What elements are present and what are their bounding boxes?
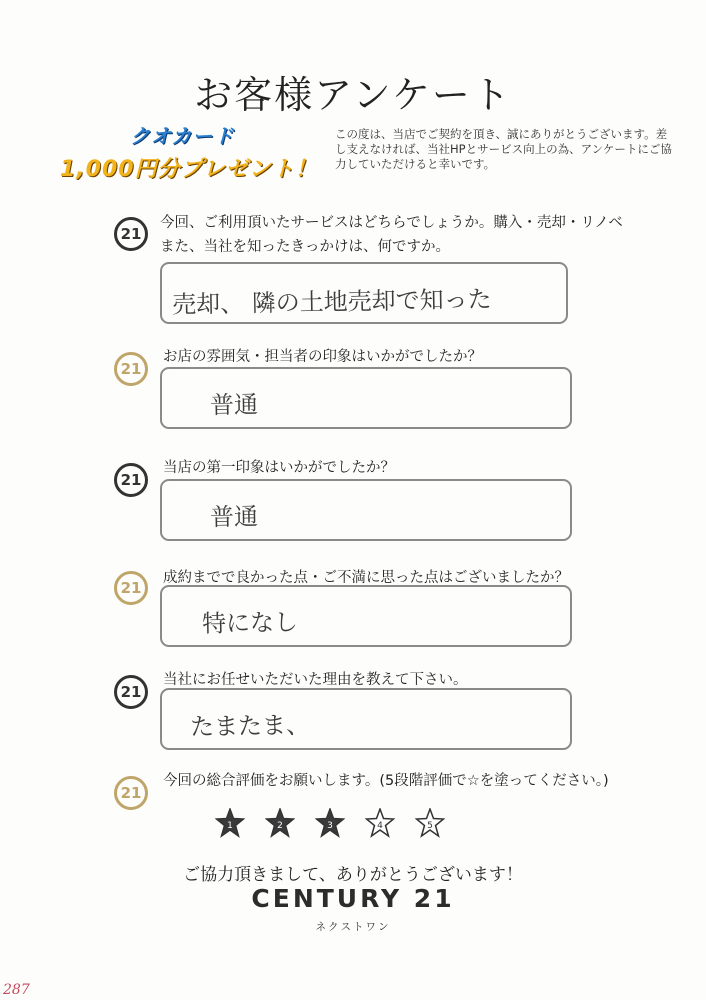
century21-badge-icon: 21 bbox=[114, 463, 148, 497]
answer-3-text: 普通 bbox=[209, 502, 259, 532]
star-3-label: 3 bbox=[327, 821, 333, 831]
intro-text: この度は、当店でご契約を頂き、誠にありがとうございます。差し支えなければ、当社HPとサービス向上の為、アンケートにご協力していただけると幸いです。 bbox=[335, 127, 672, 171]
question-5-text: 当社にお任せいただいた理由を教えて下さい。 bbox=[163, 672, 468, 688]
answer-1-text: 売却、 隣の土地売却で知った bbox=[171, 285, 492, 319]
question-6-text: 今回の総合評価をお願いします。(5段階評価で☆を塗ってください。) bbox=[163, 773, 609, 789]
star-4-icon[interactable] bbox=[365, 808, 395, 838]
question-4-text: 成約までで良かった点・ご不満に思った点はございましたか？ bbox=[163, 570, 569, 586]
page-title: お客様アンケート bbox=[194, 73, 512, 117]
star-2-icon[interactable] bbox=[265, 808, 295, 838]
answer-4-text: 特になし bbox=[201, 608, 299, 638]
question-1-text: 今回、ご利用頂いたサービスはどちらでしょうか。購入・売却・リノベ bbox=[160, 215, 623, 231]
answer-box-2[interactable] bbox=[160, 367, 572, 429]
promo-quo-card: クオカード bbox=[130, 124, 235, 148]
answer-box-4[interactable] bbox=[160, 585, 572, 647]
star-3-icon[interactable] bbox=[315, 808, 345, 838]
answer-2-text: 普通 bbox=[209, 390, 259, 420]
question-3-text: 当店の第一印象はいかがでしたか？ bbox=[163, 460, 395, 476]
answer-5-text: たまたま、 bbox=[189, 710, 311, 742]
brand-logo: CENTURY 21 bbox=[251, 884, 455, 913]
star-5-label: 5 bbox=[427, 821, 433, 831]
promo-present: 1,000円分プレゼント！ bbox=[60, 157, 318, 182]
question-1-subtext: また、当社を知ったきっかけは、何ですか。 bbox=[160, 239, 450, 255]
question-2-text: お店の雰囲気・担当者の印象はいかがでしたか？ bbox=[163, 349, 482, 365]
century21-badge-icon: 21 bbox=[114, 776, 148, 810]
star-2-label: 2 bbox=[277, 821, 283, 831]
star-4-label: 4 bbox=[377, 821, 383, 831]
answer-box-3[interactable] bbox=[160, 479, 572, 541]
answer-box-5[interactable] bbox=[160, 688, 572, 750]
century21-badge-icon: 21 bbox=[114, 217, 148, 251]
brand-subname: ネクストワン bbox=[315, 921, 391, 933]
century21-badge-icon: 21 bbox=[114, 675, 148, 709]
century21-badge-icon: 21 bbox=[114, 352, 148, 386]
corner-note: 287 bbox=[3, 982, 30, 998]
star-1-label: 1 bbox=[227, 821, 233, 831]
star-1-icon[interactable] bbox=[215, 808, 245, 838]
answer-box-1[interactable] bbox=[160, 262, 568, 324]
thanks-message: ご協力頂きまして、ありがとうございます！ bbox=[183, 865, 523, 885]
star-rating bbox=[215, 808, 455, 842]
century21-badge-icon: 21 bbox=[114, 571, 148, 605]
star-5-icon[interactable] bbox=[415, 808, 445, 838]
